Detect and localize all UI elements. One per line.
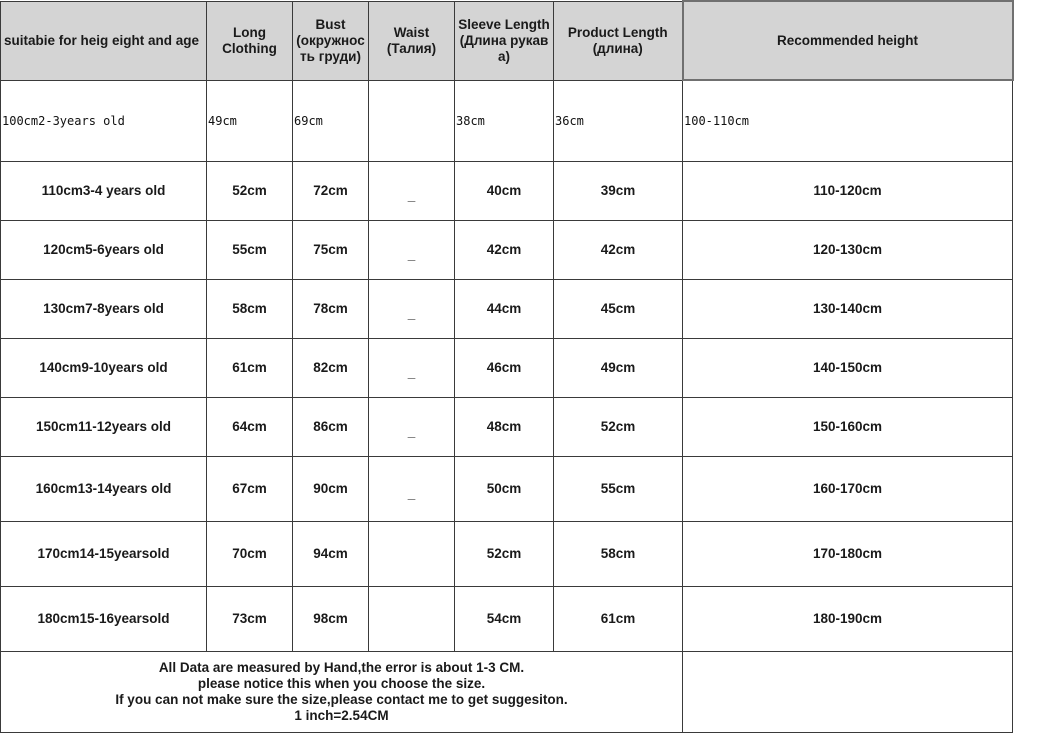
cell-waist [369,80,455,162]
cell-bust: 90cm [293,457,369,522]
cell-long: 73cm [207,587,293,652]
header-line: Clothing [222,40,277,56]
cell-height: 100-110cm [683,80,1013,162]
cell-bust: 86cm [293,398,369,457]
cell-long: 64cm [207,398,293,457]
header-size-age: suitabie for heig eight and age [1,1,207,80]
header-line: а) [497,48,510,64]
cell-waist [369,587,455,652]
table-row [1,587,1013,652]
cell-height: 140-150cm [683,339,1013,398]
header-row [1,1,1013,80]
header-line: Product Length [567,24,668,40]
cell-product: 52cm [554,398,683,457]
cell-height: 120-130cm [683,221,1013,280]
table-row [1,339,1013,398]
cell-waist [369,522,455,587]
cell-size: 170cm14-15yearsold [1,522,207,587]
note-line: All Data are measured by Hand,the error is about 1-3 CM. [158,660,525,675]
cell-size: 150cm11-12years old [1,398,207,457]
cell-height: 130-140cm [683,280,1013,339]
cell-long: 58cm [207,280,293,339]
header-line: Long [233,24,266,40]
waist-dash: _ [407,365,416,380]
cell-long: 49cm [207,80,293,162]
cell-height: 110-120cm [683,162,1013,221]
notes-row [1,652,1013,733]
note-line: 1 inch=2.54CM [294,708,389,723]
cell-long: 52cm [207,162,293,221]
cell-height: 160-170cm [683,457,1013,522]
cell-sleeve: 46cm [455,339,554,398]
cell-size: 130cm7-8years old [1,280,207,339]
header-line: ть груди) [300,48,361,64]
header-sleeve-length [455,1,554,80]
notes-blank-cell [683,652,1013,733]
cell-size: 140cm9-10years old [1,339,207,398]
cell-long: 70cm [207,522,293,587]
cell-product: 55cm [554,457,683,522]
header-bust [293,1,369,80]
cell-long: 61cm [207,339,293,398]
cell-bust: 75cm [293,221,369,280]
cell-height: 180-190cm [683,587,1013,652]
waist-dash: _ [407,306,416,321]
cell-waist [369,280,455,339]
header-line: (окружнос [296,32,365,48]
cell-sleeve: 54cm [455,587,554,652]
cell-product: 49cm [554,339,683,398]
cell-long: 67cm [207,457,293,522]
cell-waist [369,221,455,280]
header-line: Waist [393,24,430,40]
cell-bust: 94cm [293,522,369,587]
cell-sleeve: 48cm [455,398,554,457]
table-row [1,280,1013,339]
note-line: If you can not make sure the size,please contact me to get suggesiton. [115,692,568,707]
header-waist [369,1,455,80]
header-line: (длина) [592,40,643,56]
cell-bust: 82cm [293,339,369,398]
cell-sleeve: 44cm [455,280,554,339]
cell-sleeve: 52cm [455,522,554,587]
cell-sleeve: 50cm [455,457,554,522]
header-line: (Длина рукав [459,32,549,48]
cell-size: 160cm13-14years old [1,457,207,522]
cell-size: 180cm15-16yearsold [1,587,207,652]
cell-waist [369,457,455,522]
cell-height: 170-180cm [683,522,1013,587]
cell-size: 110cm3-4 years old [1,162,207,221]
cell-bust: 78cm [293,280,369,339]
header-product-length [554,1,683,80]
cell-size: 120cm5-6years old [1,221,207,280]
header-long-clothing [207,1,293,80]
cell-height: 150-160cm [683,398,1013,457]
cell-product: 42cm [554,221,683,280]
waist-dash: _ [407,486,416,501]
cell-bust: 72cm [293,162,369,221]
cell-sleeve: 42cm [455,221,554,280]
note-line: please notice this when you choose the size. [197,676,486,691]
cell-long: 55cm [207,221,293,280]
header-recommended-height: Recommended height [683,1,1013,80]
cell-product: 36cm [554,80,683,162]
cell-product: 58cm [554,522,683,587]
table-row [1,80,1013,162]
cell-sleeve: 38cm [455,80,554,162]
cell-product: 45cm [554,280,683,339]
cell-product: 61cm [554,587,683,652]
table-row [1,162,1013,221]
table-row [1,398,1013,457]
cell-bust: 98cm [293,587,369,652]
waist-dash: _ [407,188,416,203]
table-row [1,457,1013,522]
header-line: (Талия) [386,40,437,56]
table-row [1,522,1013,587]
header-line: Bust [315,16,346,32]
cell-waist [369,162,455,221]
cell-waist [369,339,455,398]
table-row [1,221,1013,280]
cell-waist [369,398,455,457]
waist-dash: _ [407,424,416,439]
waist-dash: _ [407,247,416,262]
measurement-notes [1,652,683,733]
cell-size: 100cm2-3years old [1,80,207,162]
cell-product: 39cm [554,162,683,221]
cell-bust: 69cm [293,80,369,162]
cell-sleeve: 40cm [455,162,554,221]
header-line: Sleeve Length [458,16,550,32]
